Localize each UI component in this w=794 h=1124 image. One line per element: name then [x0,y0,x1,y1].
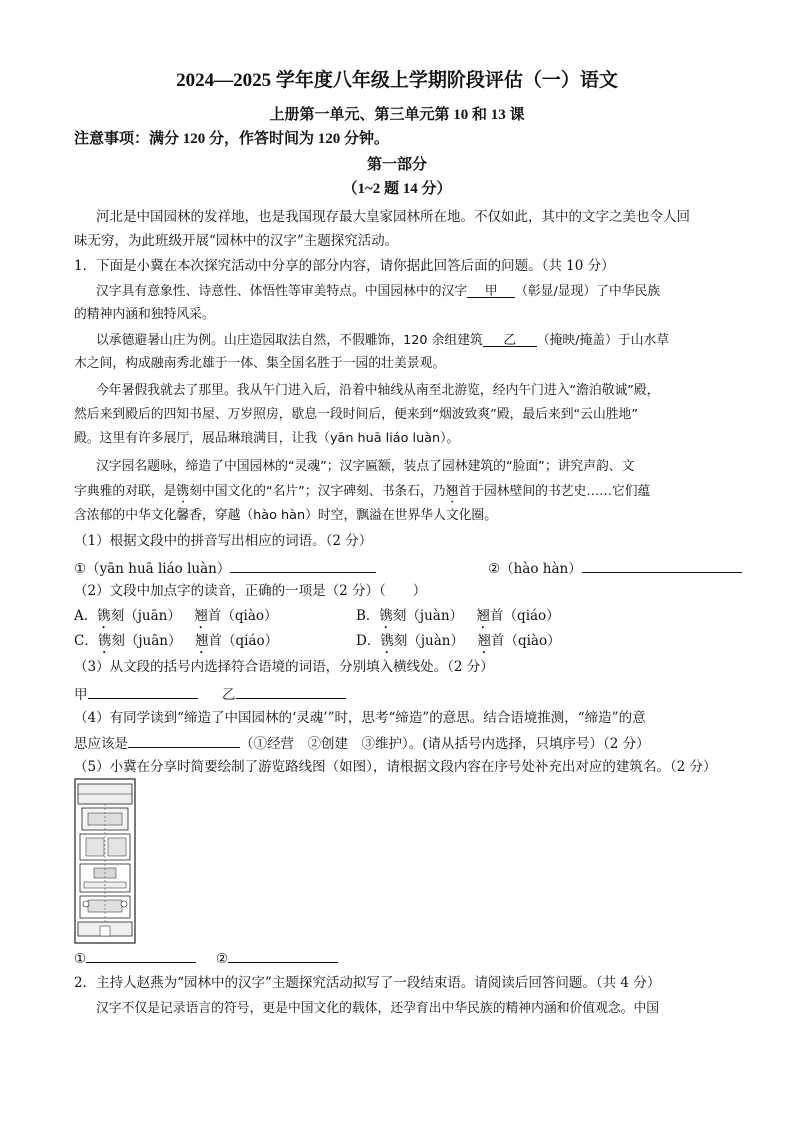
answer-blank-1[interactable] [230,556,376,573]
passage-para-4-line-1: 汉字园名题咏，缔造了中国园林的“灵魂”；汉字匾额，装点了园林建筑的“脸面”；讲究声韵、文 [96,459,635,474]
option-reading: 首（qiào） [207,608,278,624]
sub-5-stem: （5）小冀在分享时简要绘制了游览路线图（如图），请根据文段内容在序号处补充出对应的建筑名。（2 分） [74,759,717,775]
passage-para-3-line-3: 殿。这里有许多展厅，展品琳琅满目，让我（yān huā liáo luàn）。 [74,431,460,446]
passage-para-4-line-2 [74,481,650,506]
intro-line-2: 味无穷，为此班级开展“园林中的汉字”主题探究活动。 [74,233,399,249]
option-reading: 首（qiáo） [490,608,560,624]
dotted-char: 镌 [97,608,111,624]
answer-blank-yi[interactable] [236,682,346,699]
passage-para-3-line-1: 今年暑假我就去了那里。我从午门进入后，沿着中轴线从南至北游览，经内午门进入“澹泊敬诚”殿， [96,383,660,398]
answer-blank-jia[interactable] [88,682,198,699]
option-a[interactable] [74,605,278,632]
dotted-char: 翘 [476,608,491,624]
answer-blank-4[interactable] [128,731,240,748]
passage-para-2-line-1 [96,330,669,352]
dotted-char: 镌 [379,608,393,624]
passage-text: 思应该是 [74,736,128,752]
sub-4-line-1: （4）有同学读到“缔造了中国园林的‘灵魂’”时，思考“缔造”的意思。结合语境推测，“缔造”的意 [74,710,646,726]
question-2-passage-line-1: 汉字不仅是记录语言的符号，更是中国文化的载体，还孕育出中华民族的精神内涵和价值观念。中国 [96,1001,660,1016]
passage-text: 以承德避暑山庄为例。山庄造园取法自然，不假雕饰，120 余组建筑 [96,333,483,348]
page-subtitle: 上册第一单元、第三单元第 10 和 13 课 [269,107,525,123]
question-1-stem: 1．下面是小冀在本次探究活动中分享的部分内容，请你据此回答后面的问题。（共 10 分） [74,258,615,274]
sub-1-answer-b [488,556,742,580]
passage-para-1-line-2: 的精神内涵和独特风采。 [74,307,215,322]
option-label: C． [74,633,98,649]
sub-1-answer-a [74,556,376,580]
dotted-char: 翘 [194,633,209,649]
option-label: B． [356,608,380,624]
passage-para-1-line-1 [96,281,660,303]
dotted-char: 镌 [176,484,190,499]
passage-text: 字典雅的对联，是 [74,484,177,499]
passage-para-4-line-3: 含浓郁的中华文化馨香，穿越（hào hàn）时空，飘溢在世界华人文化圈。 [74,508,498,523]
sub-3-answer-a [74,682,198,706]
option-reading: 刻（juàn） [392,608,464,624]
section-name: 第一部分 [366,157,427,173]
option-label: A． [74,608,98,624]
passage-text: （掩映/掩盖）于山水草 [536,333,670,348]
option-reading: 刻（juān） [111,633,182,649]
sub-2-stem: （2）文段中加点字的读音，正确的一项是（2 分）（ ） [74,583,427,599]
answer-label: ② [216,951,229,967]
blank-yi[interactable]: 乙 [483,330,537,347]
sub-1-stem: （1）根据文段中的拼音写出相应的词语。（2 分） [74,533,373,549]
dotted-char: 镌 [380,633,394,649]
dotted-char: 翘 [194,608,208,624]
option-reading: 刻（juān） [110,608,181,624]
answer-label: 乙 [222,687,236,703]
passage-para-2-line-2: 木之间，构成融南秀北雄于一体、集全国名胜于一园的壮美景观。 [74,356,446,371]
sub-5-answer-b [216,946,338,970]
passage-para-3-line-2: 然后来到殿后的四知书屋、万岁照房，歇息一段时间后，便来到“烟波致爽”殿，最后来到“云山胜地” [74,407,638,422]
option-reading: 首（qiáo） [208,633,279,649]
sub-4-line-2 [74,731,650,755]
answer-blank-2[interactable] [582,556,742,573]
answer-label: ①（yān huā liáo luàn） [74,561,231,577]
sub-3-stem: （3）从文段的括号内选择符合语境的词语，分别填入横线处。（2 分） [74,659,494,675]
route-map-figure [74,778,136,944]
passage-text: 刻中国文化的“名片”；汉字碑刻、书条石，乃 [189,484,446,499]
answer-label: 甲 [74,687,88,703]
answer-blank-map-2[interactable] [228,946,338,963]
dotted-char: 镌 [97,633,112,649]
intro-line-1: 河北是中国园林的发祥地，也是我国现存最大皇家园林所在地。不仅如此，其中的文字之美也令人回 [96,209,690,225]
sub-5-answer-a [74,946,196,970]
dotted-char: 翘 [477,633,491,649]
option-d[interactable] [356,630,561,657]
sub-3-answer-b [222,682,346,706]
option-reading: 首（qiào） [490,633,561,649]
option-reading: 刻（juàn） [393,633,464,649]
answer-label: ① [74,951,87,967]
option-label: D． [356,633,381,649]
passage-text: （彰显/显现）了中华民族 [515,284,661,299]
option-c[interactable] [74,630,278,657]
blank-jia[interactable]: 甲 [467,281,515,298]
page-title: 2024—2025 学年度八年级上学期阶段评估（一）语文 [176,70,618,91]
passage-text: （①经营 ②创建 ③维护）。(请从括号内选择，只填序号）（2 分） [240,736,650,752]
question-2-stem: 2．主持人赵燕为“园林中的汉字”主题探究活动拟写了一段结束语。请阅读后回答问题。（共 4 分） [74,975,661,991]
answer-label: ②（hào hàn） [488,561,582,577]
passage-text: 首于园林壁间的书艺史……它们蕴 [458,484,651,499]
section-range: （1~2 题 14 分） [342,181,452,197]
dotted-char: 翘 [445,484,459,499]
option-b[interactable] [356,605,560,632]
exam-notice: 注意事项：满分 120 分，作答时间为 120 分钟。 [74,131,390,147]
answer-blank-map-1[interactable] [86,946,196,963]
passage-text: 汉字具有意象性、诗意性、体悟性等审美特点。中国园林中的汉字 [96,284,468,299]
